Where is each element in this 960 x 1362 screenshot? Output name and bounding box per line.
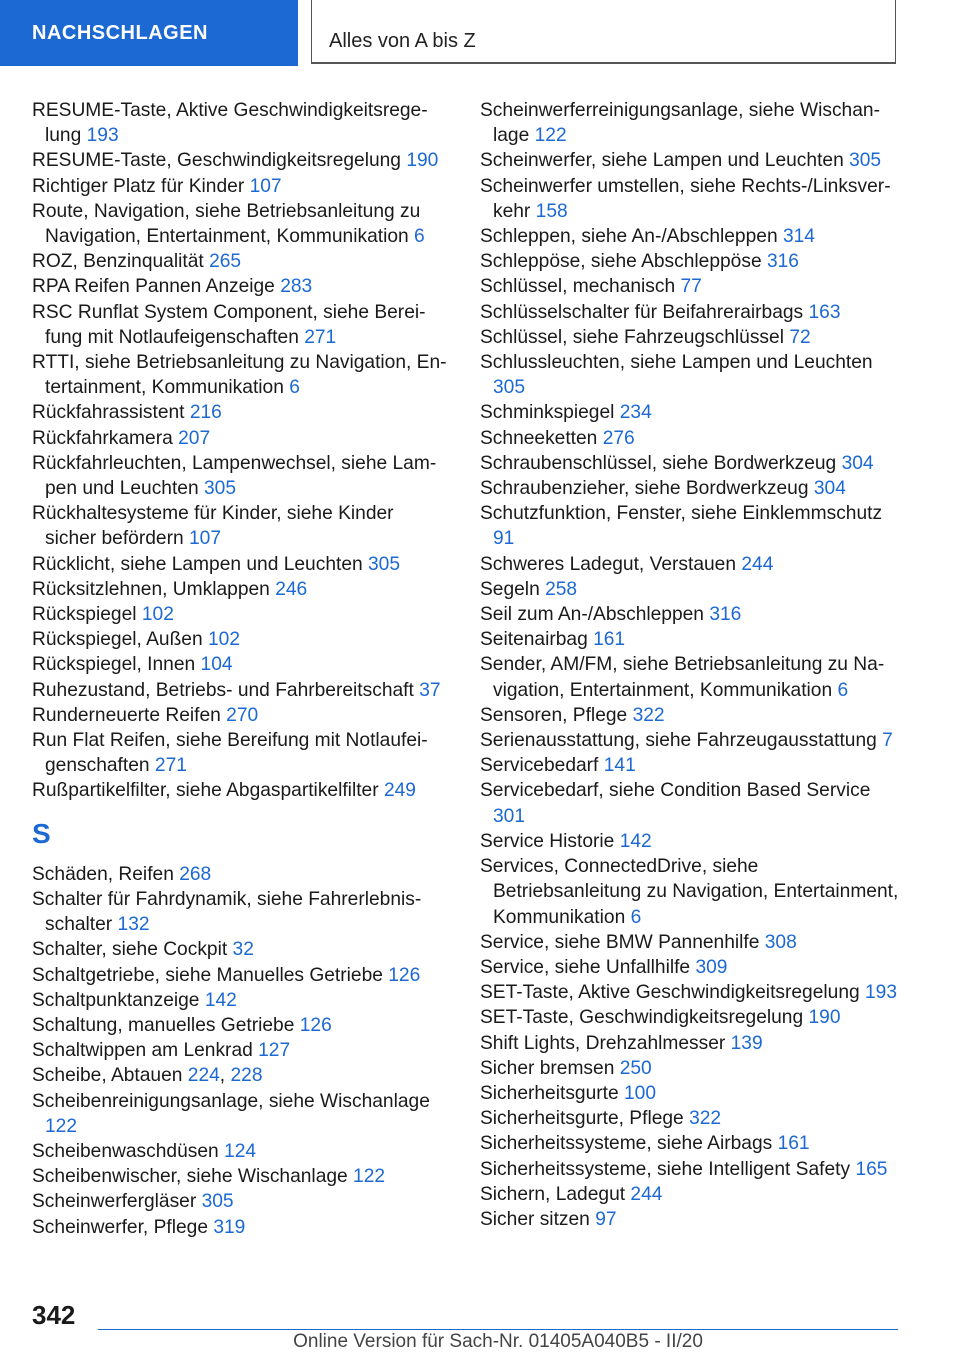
index-entry — [480, 854, 900, 930]
index-entry-text: Service, siehe Unfallhilfe — [480, 956, 691, 978]
index-entry-text: Schaltwippen am Lenkrad — [32, 1040, 253, 1062]
index-entry-text: Shift Lights, Drehzahlmesser — [480, 1032, 726, 1054]
index-entry-text: Scheibe, Abtauen — [32, 1065, 183, 1087]
page-link[interactable]: 102 — [208, 629, 241, 651]
page-link[interactable]: 322 — [689, 1108, 722, 1130]
index-entry — [480, 703, 900, 728]
index-entry — [480, 980, 900, 1005]
index-entry-text: Scheibenreinigungsanlage, siehe Wischanlage — [32, 1090, 430, 1112]
index-entry — [480, 1056, 900, 1081]
index-entry-text: Rücksitzlehnen, Umklappen — [32, 578, 270, 600]
index-entry-text: Schaltgetriebe, siehe Manuelles Getriebe — [32, 964, 383, 986]
footer-divider — [98, 1329, 898, 1330]
page-link[interactable]: 193 — [865, 982, 898, 1004]
page-link[interactable]: 126 — [388, 964, 421, 986]
index-entry-text: Schlüssel, mechanisch — [480, 276, 676, 298]
index-entry: Scheibe, Abtauen 224, 228 — [32, 1065, 263, 1087]
index-entry — [480, 426, 900, 451]
index-entry-text: Schaltpunktanzeige — [32, 989, 200, 1011]
page-link[interactable]: 142 — [204, 989, 237, 1011]
index-entry — [480, 148, 900, 173]
page-link[interactable]: 305 — [849, 150, 882, 172]
index-entry — [480, 1182, 900, 1207]
index-letter-heading: S — [32, 817, 51, 849]
page-link[interactable]: 6 — [630, 906, 642, 928]
page-link[interactable]: 309 — [695, 956, 728, 978]
index-column-left — [32, 98, 450, 1240]
page-link[interactable]: 305 — [201, 1191, 234, 1213]
index-entry — [480, 829, 900, 854]
index-entry — [32, 199, 450, 249]
index-entry — [32, 703, 450, 728]
index-entry — [480, 501, 900, 551]
index-entry — [32, 174, 450, 199]
index-entry — [32, 577, 450, 602]
index-entry-text: Schaltung, manuelles Getriebe — [32, 1014, 295, 1036]
page-link[interactable]: 165 — [855, 1158, 888, 1180]
index-entry-text: Richtiger Platz für Kinder — [32, 175, 245, 197]
page-link[interactable]: 322 — [632, 704, 665, 726]
index-entry — [480, 350, 900, 400]
page-link[interactable]: 122 — [353, 1166, 386, 1188]
index-entry — [480, 728, 900, 753]
index-entry-text: Schlüsselschalter für Beifahrerairbags — [480, 301, 804, 323]
page-link[interactable]: 124 — [224, 1140, 257, 1162]
index-entry-text: Seitenairbag — [480, 629, 588, 651]
index-entry-text: Schraubenschlüssel, siehe Bordwerkzeug — [480, 452, 837, 474]
index-entry-text: Scheinwerfer, siehe Lampen und Leuchten — [480, 150, 844, 172]
page-link[interactable]: 91 — [493, 528, 515, 550]
index-entry — [480, 602, 900, 627]
index-entry-text: Schalter für Fahrdynamik, siehe Fahrerlebnisschalter — [32, 888, 422, 936]
index-entry-text: Schraubenzieher, siehe Bordwerkzeug — [480, 478, 809, 500]
page-link[interactable]: 132 — [117, 914, 150, 936]
section-tab: NACHSCHLAGEN — [0, 0, 298, 66]
index-entry — [32, 1189, 450, 1214]
page-number: 342 — [32, 1300, 76, 1330]
page-link[interactable]: 7 — [882, 730, 893, 752]
page-link[interactable]: 246 — [275, 578, 308, 600]
page-link[interactable]: 244 — [741, 553, 774, 575]
index-entry — [32, 98, 450, 148]
index-entry-text: Rückfahrkamera — [32, 427, 173, 449]
index-entry-text: Schneeketten — [480, 427, 598, 449]
page-link[interactable]: 268 — [179, 863, 212, 885]
index-entry-text: Sicher bremsen — [480, 1057, 615, 1079]
index-entry — [32, 988, 450, 1013]
page-link[interactable]: 139 — [730, 1032, 763, 1054]
index-entry — [32, 1089, 450, 1139]
index-entry-text: Scheinwerferreinigungsanlage, siehe Wischanlage — [480, 100, 880, 147]
index-entry-text: Sichern, Ladegut — [480, 1183, 626, 1205]
page-link[interactable]: 316 — [709, 604, 742, 626]
page-link[interactable]: 161 — [777, 1133, 810, 1155]
index-entry — [32, 501, 450, 551]
index-entry-text: Servicebedarf — [480, 755, 599, 777]
index-entry — [32, 652, 450, 677]
index-entry — [480, 476, 900, 501]
index-entry-text: Serienausstattung, siehe Fahrzeugausstattung — [480, 730, 877, 752]
index-entry-text: Rückspiegel, Außen — [32, 629, 203, 651]
index-entry — [32, 350, 450, 400]
index-entry — [480, 325, 900, 350]
index-entry — [32, 887, 450, 937]
index-entry-text: RSC Runflat System Component, siehe Bereifung mit Notlaufeigenschaften — [32, 301, 426, 348]
index-entry — [480, 577, 900, 602]
index-entry-text: Run Flat Reifen, siehe Bereifung mit Notlaufeigenschaften — [32, 730, 428, 777]
index-entry-text: Route, Navigation, siehe Betriebsanleitung zu Navigation, Entertainment, Kommunikation — [32, 200, 421, 248]
index-entry — [480, 1131, 900, 1156]
index-entry-text: Scheinwerfer umstellen, siehe Rechts-/Linksverkehr — [480, 175, 891, 222]
index-entry-text: RESUME-Taste, Geschwindigkeitsregelung — [32, 150, 401, 172]
index-entry-text: Runderneuerte Reifen — [32, 704, 221, 726]
index-entry-text: Sensoren, Pflege — [480, 704, 628, 726]
index-entry-text: Scheinwerfer, Pflege — [32, 1216, 208, 1238]
page-link[interactable]: 100 — [624, 1082, 657, 1104]
index-entry — [32, 1038, 450, 1063]
index-entry-text: Schlüssel, siehe Fahrzeugschlüssel — [480, 326, 784, 348]
page-link[interactable]: 6 — [837, 679, 849, 701]
page-link[interactable]: 319 — [213, 1216, 246, 1238]
index-column-right — [480, 98, 900, 1232]
index-entry — [480, 778, 900, 828]
index-entry — [480, 1207, 900, 1232]
index-entry-text: RTTI, siehe Betriebsanleitung zu Navigation, Entertainment, Kommunikation — [32, 352, 447, 399]
index-entry — [480, 1081, 900, 1106]
index-entry — [32, 728, 450, 778]
index-entry-text: Service, siehe BMW Pannenhilfe — [480, 931, 760, 953]
page-link[interactable]: 32 — [232, 939, 254, 961]
page-link[interactable]: 163 — [808, 301, 841, 323]
index-entry — [32, 862, 450, 887]
index-entry-text: Rückfahrassistent — [32, 402, 185, 424]
index-entry — [32, 300, 450, 350]
index-entry — [480, 224, 900, 249]
page-link[interactable]: 193 — [86, 125, 119, 147]
index-entry-text: Segeln — [480, 578, 540, 600]
index-entry — [32, 426, 450, 451]
index-entry — [480, 1106, 900, 1131]
index-entry-text: Rückfahrleuchten, Lampenwechsel, siehe Lampen und Leuchten — [32, 452, 437, 500]
index-entry — [480, 98, 900, 148]
index-entry-text: SET-Taste, Geschwindigkeitsregelung — [480, 1007, 804, 1029]
page-link[interactable]: 304 — [813, 478, 846, 500]
index-entry-text: Scheibenwaschdüsen — [32, 1140, 219, 1162]
page-link[interactable]: 122 — [534, 125, 567, 147]
index-entry-text: Schäden, Reifen — [32, 863, 174, 885]
page-link[interactable]: 6 — [289, 377, 300, 399]
index-entry-text: Rücklicht, siehe Lampen und Leuchten — [32, 553, 363, 575]
page-link[interactable]: 308 — [764, 931, 797, 953]
index-entry-text: Schleppen, siehe An-/Abschleppen — [480, 226, 778, 248]
index-entry-text: Schweres Ladegut, Verstauen — [480, 553, 737, 575]
index-entry-text: RESUME-Taste, Aktive Geschwindigkeitsregelung — [32, 100, 428, 147]
index-entry — [32, 627, 450, 652]
page-link[interactable]: 314 — [782, 226, 815, 248]
page-link[interactable]: 142 — [619, 830, 652, 852]
page-link[interactable]: 104 — [200, 654, 233, 676]
index-entry — [480, 249, 900, 274]
index-entry — [32, 400, 450, 425]
page-link[interactable]: 126 — [299, 1014, 332, 1036]
index-entry — [480, 400, 900, 425]
index-entry — [480, 627, 900, 652]
page-link[interactable]: 250 — [619, 1057, 652, 1079]
footer-version-text: Online Version für Sach-Nr. 01405A040B5 - II/20 — [293, 1331, 703, 1352]
index-entry — [32, 451, 450, 501]
index-entry-text: Rückhaltesysteme für Kinder, siehe Kinder sicher befördern — [32, 503, 394, 550]
index-entry-text: Sicherheitsgurte — [480, 1082, 619, 1104]
page-link[interactable]: 207 — [178, 427, 211, 449]
index-entry-text: Sicher sitzen — [480, 1208, 590, 1230]
index-entry-text: Sicherheitsgurte, Pflege — [480, 1108, 684, 1130]
index-entry — [32, 778, 450, 803]
page-link[interactable]: 37 — [419, 679, 441, 701]
index-entry-text: ROZ, Benzinqualität — [32, 251, 204, 273]
page-link[interactable]: 161 — [593, 629, 626, 651]
index-entry-text: Service Historie — [480, 830, 615, 852]
page-link[interactable]: 258 — [545, 578, 578, 600]
page-link[interactable]: 244 — [630, 1183, 663, 1205]
index-entry-text: Schleppöse, siehe Abschleppöse — [480, 251, 762, 273]
index-entry — [32, 1013, 450, 1038]
index-entry — [32, 1164, 450, 1189]
index-entry-text: Schlussleuchten, siehe Lampen und Leuchten — [480, 352, 873, 374]
index-entry-text: Schalter, siehe Cockpit — [32, 939, 228, 961]
index-entry — [32, 249, 450, 274]
index-entry-text: Sender, AM/FM, siehe Betriebsanleitung zu Navigation, Entertainment, Kommunikation — [480, 654, 885, 701]
page-link[interactable]: 271 — [304, 326, 337, 348]
index-entry — [480, 300, 900, 325]
page-link[interactable]: 6 — [414, 226, 425, 248]
index-entry-text: Servicebedarf, siehe Condition Based Service — [480, 780, 871, 802]
index-entry — [480, 552, 900, 577]
index-entry — [32, 937, 450, 962]
page-link[interactable]: 276 — [602, 427, 635, 449]
page-link[interactable]: 97 — [595, 1208, 617, 1230]
page-link[interactable]: 234 — [619, 402, 652, 424]
page-link[interactable]: 301 — [493, 805, 526, 827]
page-link[interactable]: 265 — [209, 251, 242, 273]
index-entry — [480, 955, 900, 980]
page-link[interactable]: 102 — [141, 604, 174, 626]
page-link[interactable]: 216 — [189, 402, 222, 424]
page-link[interactable]: 270 — [226, 704, 259, 726]
index-entry-text: Scheibenwischer, siehe Wischanlage — [32, 1166, 348, 1188]
index-entry-text: Rückspiegel, Innen — [32, 654, 196, 676]
index-entry — [480, 1031, 900, 1056]
index-entry — [32, 678, 450, 703]
page-link[interactable]: 271 — [154, 755, 187, 777]
page-link[interactable]: 122 — [45, 1115, 78, 1137]
page-link[interactable]: 316 — [766, 251, 799, 273]
index-entry — [32, 552, 450, 577]
index-entry-text: Schutzfunktion, Fenster, siehe Einklemmschutz — [480, 503, 883, 525]
index-entry-text: Rußpartikelfilter, siehe Abgaspartikelfilter — [32, 780, 379, 802]
index-entry-text: Services, ConnectedDrive, siehe Betriebsanleitung zu Navigation, Entertainment, Kommunikation — [480, 856, 899, 928]
page-link[interactable]: 305 — [493, 377, 526, 399]
index-entry-text: SET-Taste, Aktive Geschwindigkeitsregelung — [480, 982, 860, 1004]
index-entry — [32, 963, 450, 988]
page-link[interactable]: 190 — [406, 150, 439, 172]
index-entry — [32, 1139, 450, 1164]
index-entry — [480, 1157, 900, 1182]
page-link[interactable]: 107 — [249, 175, 282, 197]
page-link[interactable]: 304 — [841, 452, 874, 474]
index-entry-text: Sicherheitssysteme, siehe Airbags — [480, 1133, 773, 1155]
index-entry — [32, 1215, 450, 1240]
page-link[interactable]: 305 — [368, 553, 401, 575]
index-entry — [32, 274, 450, 299]
index-entry — [32, 602, 450, 627]
page-link[interactable]: 249 — [383, 780, 416, 802]
page-header — [0, 0, 960, 66]
index-entry-text: Ruhezustand, Betriebs- und Fahrbereitschaft — [32, 679, 414, 701]
page-link[interactable]: 228 — [230, 1065, 263, 1087]
index-entry-text: Rückspiegel — [32, 604, 137, 626]
index-entry-text: RPA Reifen Pannen Anzeige — [32, 276, 275, 298]
index-entry-text: Seil zum An-/Abschleppen — [480, 604, 704, 626]
page-link[interactable]: 107 — [189, 528, 222, 550]
page-link[interactable]: 77 — [680, 276, 702, 298]
index-entry-text: Schminkspiegel — [480, 402, 615, 424]
index-entry — [480, 274, 900, 299]
page-link[interactable]: 72 — [789, 326, 811, 348]
index-entry — [480, 753, 900, 778]
index-entry — [480, 174, 900, 224]
index-entry-text: Scheinwerfergläser — [32, 1191, 197, 1213]
index-entry — [480, 652, 900, 702]
page-link[interactable]: 283 — [280, 276, 313, 298]
page-link[interactable]: 158 — [535, 200, 568, 222]
index-entry-text: Sicherheitssysteme, siehe Intelligent Safety — [480, 1158, 851, 1180]
index-entry — [480, 451, 900, 476]
page-link[interactable]: 141 — [603, 755, 636, 777]
index-entry — [480, 1005, 900, 1030]
page-link[interactable]: 305 — [203, 478, 236, 500]
page-link[interactable]: 127 — [258, 1040, 291, 1062]
page-link[interactable]: 224 — [187, 1065, 220, 1087]
page-link[interactable]: 190 — [808, 1007, 841, 1029]
index-entry — [480, 930, 900, 955]
chapter-title: Alles von A bis Z — [311, 0, 896, 64]
index-entry — [32, 148, 450, 173]
